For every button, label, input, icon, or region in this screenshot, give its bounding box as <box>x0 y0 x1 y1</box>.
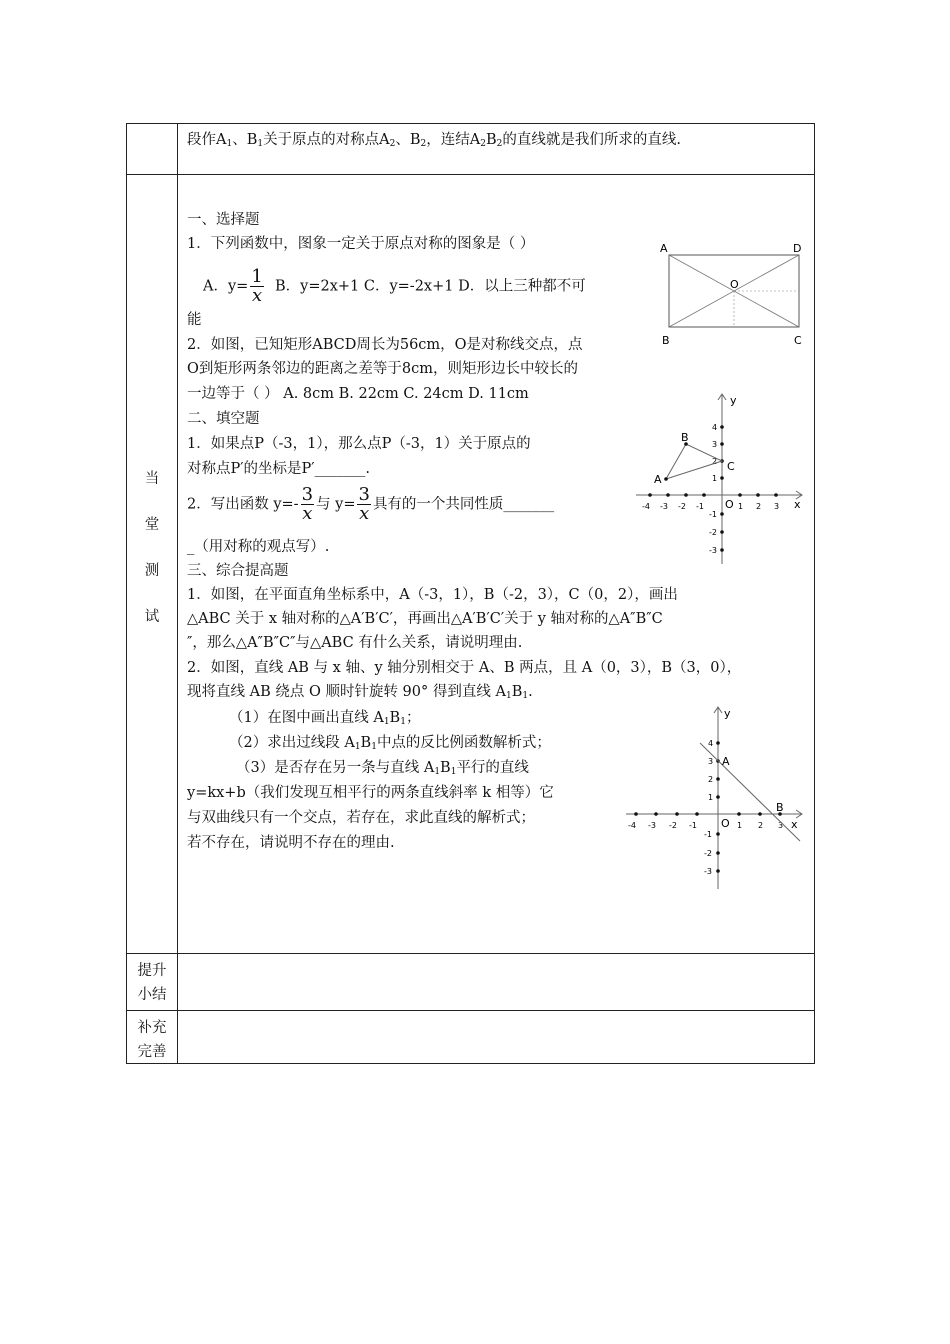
section3-q2-step2: （2）求出过线段 $A_1B_1$中点的反比例函数解析式； <box>229 735 551 752</box>
svg-text:3: 3 <box>774 502 780 511</box>
table-border-left <box>126 123 127 1064</box>
rectangle-figure <box>655 236 815 348</box>
section3-q2-step3-line3: 与双曲线只有一个交点，若存在，求此直线的解析式； <box>187 810 535 826</box>
svg-text:3: 3 <box>712 440 718 449</box>
row-divider-3 <box>126 1010 815 1011</box>
section1-q1: 1．下列函数中，图象一定关于原点对称的图象是（ ） <box>187 236 535 252</box>
graph1-x-ticks <box>642 493 779 511</box>
svg-text:1: 1 <box>737 821 743 830</box>
label-test-3: 测 <box>144 563 160 579</box>
svg-text:-3: -3 <box>704 867 712 876</box>
section3-heading: 三、综合提高题 <box>187 563 289 579</box>
section3-q2-line1: 2．如图，直线 AB 与 x 轴、y 轴分别相交于 A、B 两点，且 A（0，3），B（3，0）， <box>187 660 742 676</box>
svg-text:3: 3 <box>778 821 784 830</box>
row-divider-1 <box>126 174 815 175</box>
svg-text:-1: -1 <box>689 821 697 830</box>
svg-text:2: 2 <box>758 821 764 830</box>
section2-q2-line2: _（用对称的观点写）. <box>187 539 330 555</box>
graph2-label-a: A <box>722 755 730 768</box>
section3-q2-step3-line2: y=kx+b（我们发现互相平行的两条直线斜率 k 相等）它 <box>187 785 554 801</box>
graph2-origin: O <box>721 817 730 830</box>
svg-text:-4: -4 <box>642 502 650 511</box>
svg-text:1: 1 <box>712 474 718 483</box>
rect-label-o: O <box>730 278 739 291</box>
svg-text:-3: -3 <box>709 546 717 555</box>
graph1-y-label: y <box>730 394 737 407</box>
section2-q1-line2: 对称点P′的坐标是P′_______. <box>187 461 370 477</box>
graph1-label-a: A <box>654 473 662 486</box>
svg-text:-1: -1 <box>709 510 717 519</box>
section3-q1-line2: △ABC 关于 x 轴对称的△A′B′C′，再画出△A′B′C′关于 y 轴对称的△A″B″C <box>187 611 663 627</box>
section3-q1-line3: ″，那么△A″B″C″与△ABC 有什么关系，请说明理由. <box>187 635 523 651</box>
section2-q1-line1: 1．如果点P（-3，1），那么点P（-3，1）关于原点的 <box>187 436 531 452</box>
graph2-label-b: B <box>776 801 784 814</box>
svg-text:2: 2 <box>756 502 762 511</box>
section2-heading: 二、填空题 <box>187 411 260 427</box>
section3-q2-step3-line4: 若不存在，请说明不存在的理由. <box>187 835 395 851</box>
svg-text:-1: -1 <box>696 502 704 511</box>
row-divider-2 <box>126 953 815 954</box>
graph2-x-label: x <box>791 818 798 831</box>
svg-text:1: 1 <box>738 502 744 511</box>
label-test-1: 当 <box>144 471 160 487</box>
svg-text:2: 2 <box>712 457 718 466</box>
label-summary-2: 小结 <box>137 987 167 1003</box>
svg-text:-2: -2 <box>704 849 712 858</box>
table-border-bottom <box>126 1063 815 1064</box>
label-supplement-1: 补充 <box>137 1020 167 1036</box>
graph1-x-label: x <box>794 498 801 511</box>
rect-label-b: B <box>662 334 670 347</box>
line-ab <box>700 743 800 841</box>
section2-q2-line1: 2．写出函数 y=- $\frac{3}{x}$ 与 y= $\frac{3}{x}$ 具有的一个共同性质_______ <box>187 484 555 524</box>
section1-q2-line2: O到矩形两条邻边的距离之差等于8cm，则矩形边长中较长的 <box>187 361 578 377</box>
graph1-label-c: C <box>727 460 735 473</box>
svg-text:-1: -1 <box>704 830 712 839</box>
svg-text:-3: -3 <box>660 502 668 511</box>
section1-q1-options: A．y= $\frac{1}{x}$ B．y=2x+1 C．y=-2x+1 D．以上三种都不可 <box>203 266 586 306</box>
svg-text:-2: -2 <box>678 502 686 511</box>
svg-text:2: 2 <box>708 775 714 784</box>
label-test-2: 堂 <box>144 517 160 533</box>
graph1-point-a <box>664 477 668 481</box>
section3-q1-line1: 1．如图，在平面直角坐标系中，A（-3，1），B（-2，3），C（0，2），画出 <box>187 587 678 603</box>
section1-q2-line3: 一边等于（ ） A. 8cm B. 22cm C. 24cm D. 11cm <box>187 386 529 402</box>
graph1-origin: O <box>725 498 734 511</box>
section3-q2-line2: 现将直线 AB 绕点 O 顺时针旋转 90° 得到直线 $A_1B_1$. <box>187 684 533 701</box>
table-border-top <box>126 123 815 124</box>
svg-text:-4: -4 <box>628 821 636 830</box>
label-summary-1: 提升 <box>137 963 167 979</box>
svg-text:-2: -2 <box>709 528 717 537</box>
label-test-4: 试 <box>144 609 160 625</box>
coordinate-graph-1 <box>632 390 808 568</box>
graph2-y-label: y <box>724 707 731 720</box>
table-column-divider <box>177 123 178 1064</box>
svg-text:-2: -2 <box>669 821 677 830</box>
rect-label-c: C <box>794 334 802 347</box>
fraction-one-over-x: $\frac{1}{x}$ <box>251 266 263 306</box>
svg-text:-3: -3 <box>648 821 656 830</box>
section1-q2-line1: 2．如图，已知矩形ABCD周长为56cm，O是对称线交点，点 <box>187 337 583 353</box>
label-supplement-2: 完善 <box>137 1044 167 1060</box>
graph1-label-b: B <box>681 431 689 444</box>
fraction-3-over-x-neg: $\frac{3}{x}$ <box>301 484 314 524</box>
fraction-3-over-x: $\frac{3}{x}$ <box>358 484 370 524</box>
svg-text:3: 3 <box>708 757 714 766</box>
rect-label-a: A <box>660 242 668 255</box>
section1-q1-cont: 能 <box>187 312 202 328</box>
graph2-x-ticks <box>628 812 783 830</box>
svg-text:4: 4 <box>708 739 714 748</box>
svg-text:4: 4 <box>712 423 718 432</box>
svg-text:1: 1 <box>708 793 714 802</box>
rect-label-d: D <box>793 242 802 255</box>
top-row-text: 段作$A_1$、$B_1$关于原点的对称点$A_2$、$B_2$，连结$A_2B_2$的直线就是我们所求的直线. <box>187 132 681 149</box>
section3-q2-step3: （3）是否存在另一条与直线 $A_1B_1$平行的直线 <box>236 760 529 777</box>
coordinate-graph-2 <box>622 703 808 891</box>
section1-heading: 一、选择题 <box>187 212 260 228</box>
section3-q2-step1: （1）在图中画出直线 $A_1B_1$； <box>229 710 421 727</box>
